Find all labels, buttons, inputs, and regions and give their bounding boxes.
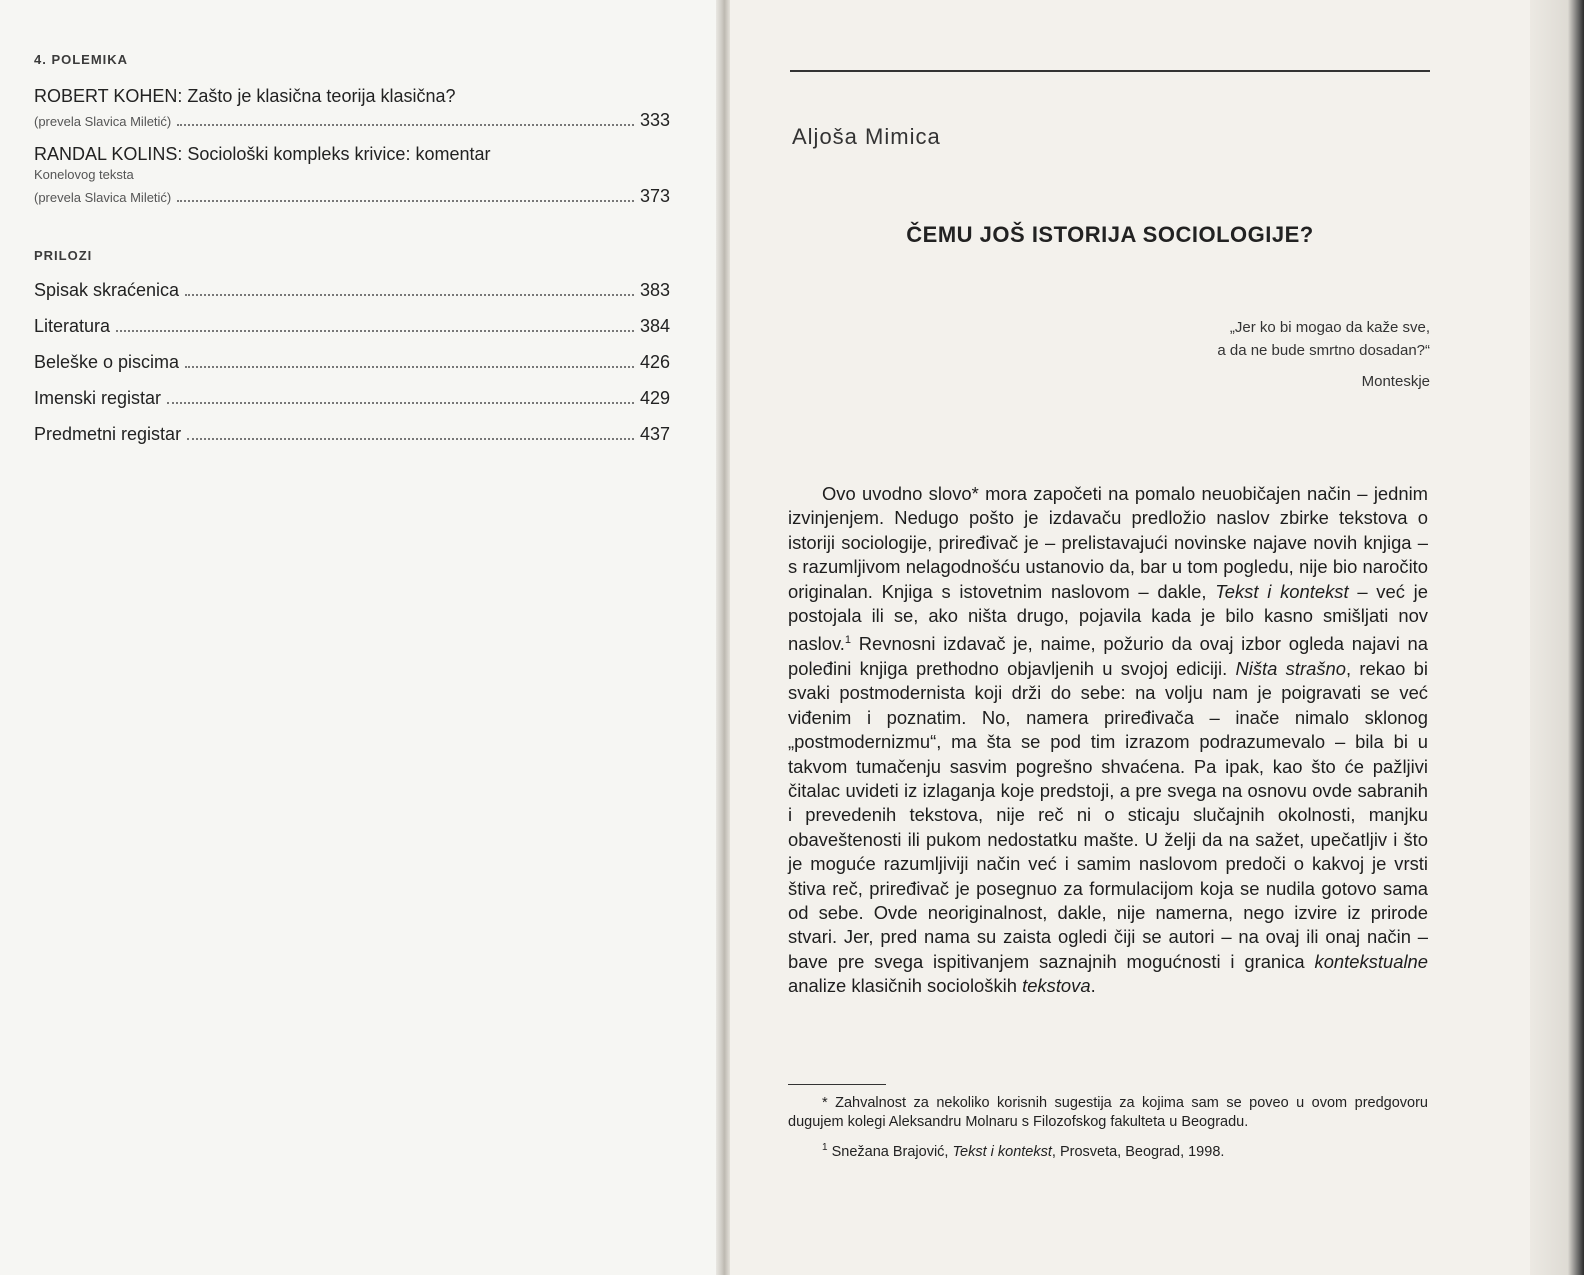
body-run: , rekao bi svaki postmodernista koji drži do sebe: na volju nam je poigravati se već viđenim i poznatim. No, namera priređivača – inače nimalo sklonog „postmodernizmu“, ma šta se pod tim izrazom podrazumevalo – bila bi u takvom tumačenju sasvim pogrešno shvaćena. Pa ipak, kao što će pažljivi čitalac uvideti iz izlaganja koje predstoji, a pre svega na osnovu ovde sabranih i prevedenih tekstova, nije reč ni o sticaju slučajnih okolnosti, manjku obaveštenosti ili pukom nedostatku mašte. U želji da na sažet, upečatljiv i što je moguće razumljiviji način već i samim naslovom predoči o kakvoj je vrsti štiva reč, priređivač je posegnuo za formulacijom koja se nudila gotovo sama od sebe. Ovde neoriginalnost, dakle, nije namerna, nego izvire iz prirode stvari. Jer, pred nama su zaista ogledi čiji se autori – na ovaj ili onaj način – bave pre svega ispitivanjem saznajnih mogućnosti i granica xyxy=(788,657,1428,972)
footnote-run: , Prosveta, Beograd, 1998. xyxy=(1051,1143,1225,1160)
footnote-italic: Tekst i kontekst xyxy=(952,1143,1052,1160)
toc-entry-title: ROBERT KOHEN: Zašto je klasična teorija klasična? xyxy=(34,86,456,106)
epigraph xyxy=(1217,316,1430,393)
epigraph-line: a da ne bude smrtno dosadan?“ xyxy=(1217,342,1430,359)
body-text xyxy=(788,482,1428,999)
body-run: – već je postojala ili se, ako ništa drugo, pojavila kada je bilo kasno smišljati nov naslov. xyxy=(788,580,1428,655)
toc-entry[interactable] xyxy=(34,422,670,446)
leader-dots xyxy=(185,294,634,296)
toc-entry-title: Predmetni registar xyxy=(34,424,182,444)
toc-entry-title: Beleške o piscima xyxy=(34,352,180,372)
footnote-number: 1 xyxy=(822,1142,828,1153)
toc-entry-subtitle: Konelovog teksta xyxy=(34,167,134,182)
toc-entry[interactable] xyxy=(34,84,670,132)
toc-entry-title: Literatura xyxy=(34,316,111,336)
book-spine xyxy=(716,0,730,1275)
epigraph-line: „Jer ko bi mogao da kaže sve, xyxy=(1229,319,1430,336)
footnotes xyxy=(788,1094,1428,1168)
toc-section-heading: PRILOZI xyxy=(34,248,93,263)
footnote-run: Snežana Brajović, xyxy=(827,1143,953,1160)
toc-page-number: 373 xyxy=(639,186,670,206)
toc-page-number: 429 xyxy=(639,388,670,408)
toc-page-number: 437 xyxy=(639,424,670,444)
toc-entry-title: Imenski registar xyxy=(34,388,162,408)
leader-dots xyxy=(185,366,634,368)
left-page xyxy=(0,0,716,1275)
body-italic: kontekstualne xyxy=(1314,950,1428,972)
toc-entry[interactable] xyxy=(34,350,670,374)
right-page xyxy=(730,0,1530,1275)
body-run: Ovo uvodno slovo* mora započeti na pomalo neuobičajen način – jednim izvinjenjem. Nedugo pošto je izdavaču predložio naslov zbirke tekstova o istoriji sociologije, priređivač je – prelistavajući novinske najave novih knjiga – s razumljivom nelagodnošću ustanovio da, bar u tom pogledu, nije bio naročito originalan. Knjiga s istovetnim naslovom – dakle, xyxy=(788,483,1428,602)
leader-dots xyxy=(187,438,634,440)
toc-entry-translator: (prevela Slavica Miletić) xyxy=(34,190,172,205)
leader-dots xyxy=(116,330,634,332)
toc-section-heading: 4. POLEMIKA xyxy=(34,52,129,67)
body-paragraph xyxy=(788,482,1428,999)
body-run: analize klasičnih socioloških xyxy=(788,975,1023,997)
footnote xyxy=(788,1138,1428,1162)
toc-entry-translator: (prevela Slavica Miletić) xyxy=(34,114,172,129)
leader-dots xyxy=(177,200,634,202)
toc-entry[interactable] xyxy=(34,386,670,410)
leader-dots xyxy=(177,124,634,126)
toc-page-number: 426 xyxy=(639,352,670,372)
leader-dots xyxy=(167,402,634,404)
toc-entry[interactable] xyxy=(34,142,670,208)
toc-page-number: 333 xyxy=(639,110,670,130)
header-rule xyxy=(790,70,1430,72)
chapter-title: ČEMU JOŠ ISTORIJA SOCIOLOGIJE? xyxy=(906,222,1314,247)
body-italic: Ništa strašno xyxy=(1235,657,1346,679)
epigraph-author: Monteskje xyxy=(1361,373,1430,390)
page-edge xyxy=(1530,0,1584,1275)
body-italic: Tekst i kontekst xyxy=(1215,580,1349,602)
toc-page-number: 383 xyxy=(639,280,670,300)
toc-page-number: 384 xyxy=(639,316,670,336)
footnote-ref[interactable]: 1 xyxy=(844,634,852,647)
toc-entry-title: Spisak skraćenica xyxy=(34,280,180,300)
body-run: Revnosni izdavač je, naime, požurio da ovaj izbor ogleda najavi na poleđini knjiga prethodno objavljenih u svojoj ediciji. xyxy=(788,633,1428,679)
body-run: . xyxy=(1090,975,1096,997)
footnote: * Zahvalnost za nekoliko korisnih sugestija za kojima sam se poveo u ovom predgovoru dugujem kolegi Aleksandru Molnaru s Filozofskog fakulteta u Beogradu. xyxy=(788,1095,1428,1130)
chapter-author: Aljoša Mimica xyxy=(792,124,941,149)
body-italic: tekstova xyxy=(1022,975,1091,997)
toc-entry-title: RANDAL KOLINS: Sociološki kompleks krivice: komentar xyxy=(34,144,491,164)
toc-entry[interactable] xyxy=(34,278,670,302)
footnote-rule xyxy=(788,1084,886,1085)
toc-entry[interactable] xyxy=(34,314,670,338)
